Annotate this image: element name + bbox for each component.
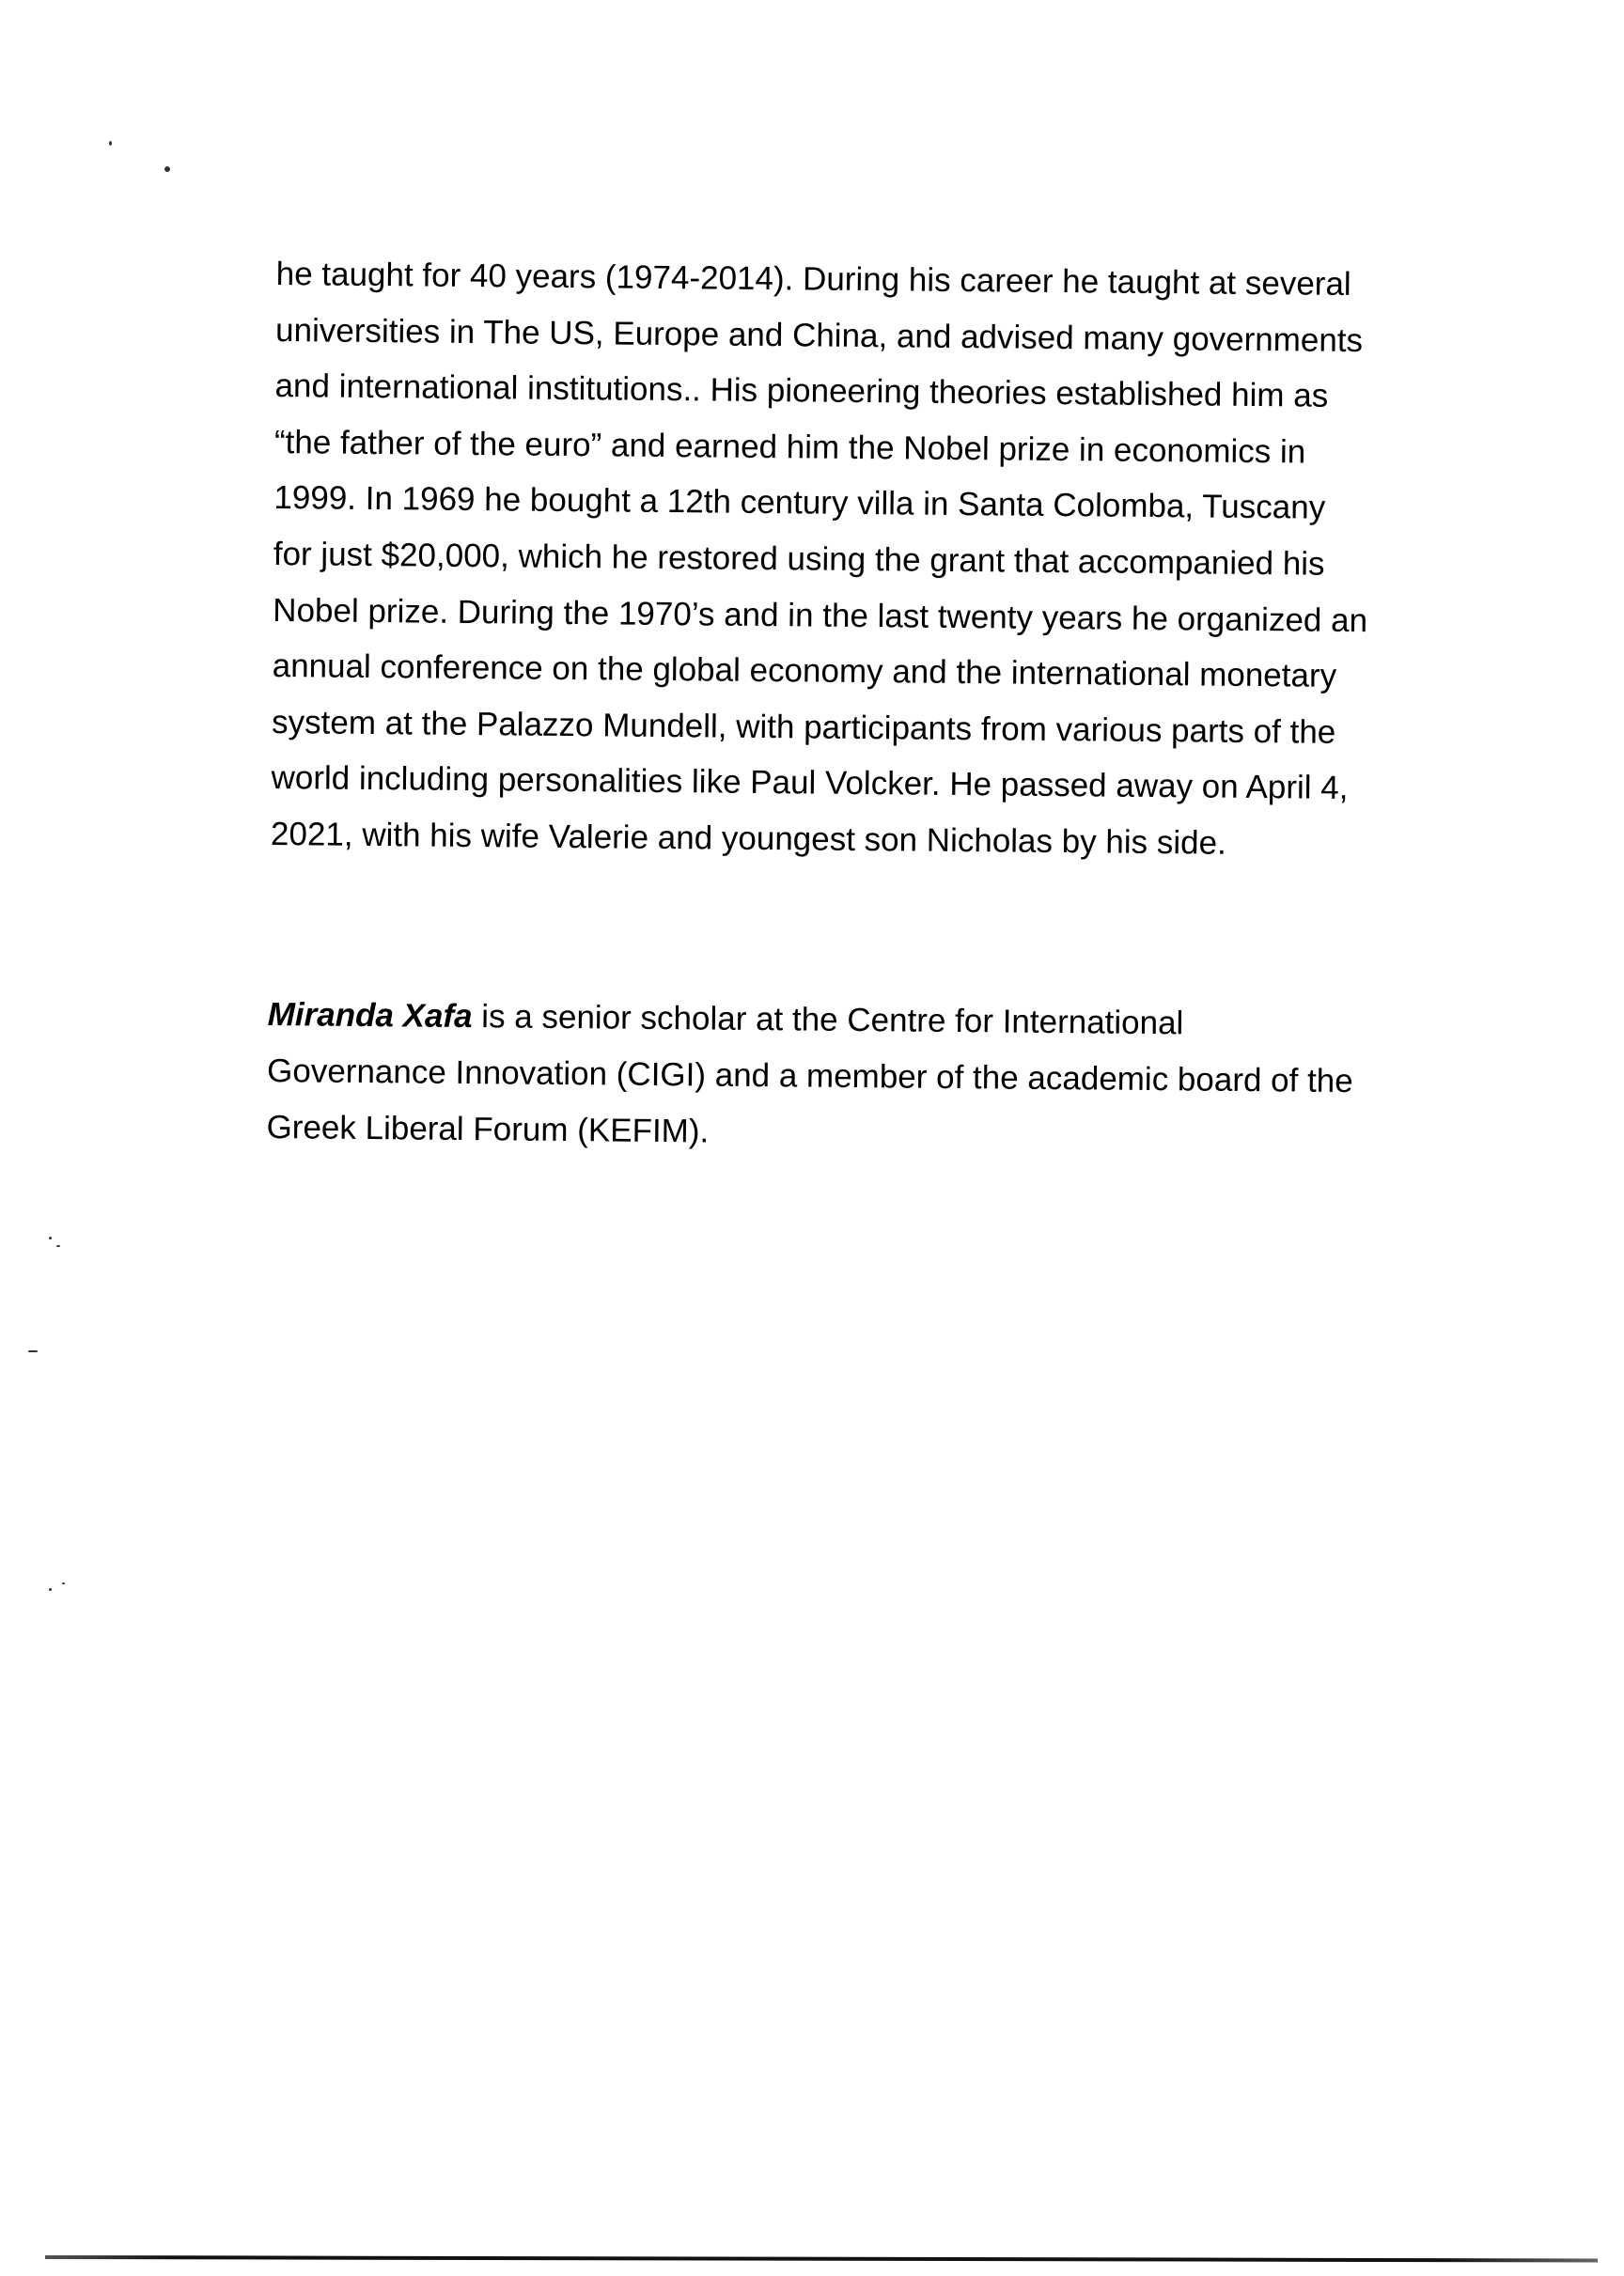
article-line: system at the Palazzo Mundell, with participants from various parts of the [271, 703, 1336, 751]
scan-speck [109, 141, 112, 146]
scan-speck [49, 1588, 52, 1591]
author-name: Miranda Xafa [267, 995, 473, 1036]
author-bio-line [267, 987, 1377, 1053]
article-line: world including personalities like Paul Volcker. He passed away on April 4, [271, 759, 1349, 807]
author-bio-line: Greek Liberal Forum (KEFIM). [266, 1108, 710, 1150]
article-paragraph [271, 246, 1385, 873]
scan-speck [56, 1245, 60, 1247]
article-line: and international institutions.. His pioneering theories established him as [274, 367, 1329, 414]
article-line: annual conference on the global economy and the international monetary [272, 647, 1337, 695]
scan-speck [49, 1237, 52, 1239]
article-line: for just $20,000, which he restored using the grant that accompanied his [273, 535, 1325, 583]
scan-speck [62, 1582, 65, 1584]
article-line: Nobel prize. During the 1970’s and in the last twenty years he organized an [273, 591, 1368, 639]
article-line: “the father of the euro” and earned him the Nobel prize in economics in [273, 423, 1306, 471]
article-line: 2021, with his wife Valerie and youngest son Nicholas by his side. [270, 815, 1227, 862]
article-line: universities in The US, Europe and China, and advised many governments [274, 311, 1364, 359]
author-bio-line: Governance Innovation (CIGI) and a member of the academic board of the [266, 1052, 1353, 1100]
author-bio [266, 987, 1377, 1166]
article-line: he taught for 40 years (1974-2014). During his career he taught at several [275, 255, 1351, 303]
article-line: 1999. In 1969 he bought a 12th century villa in Santa Colomba, Tuscany [273, 479, 1326, 527]
author-bio-text: is a senior scholar at the Centre for International [472, 998, 1184, 1042]
scan-speck [28, 1350, 38, 1352]
scan-speck [164, 166, 170, 172]
bottom-rule [45, 2255, 1598, 2262]
